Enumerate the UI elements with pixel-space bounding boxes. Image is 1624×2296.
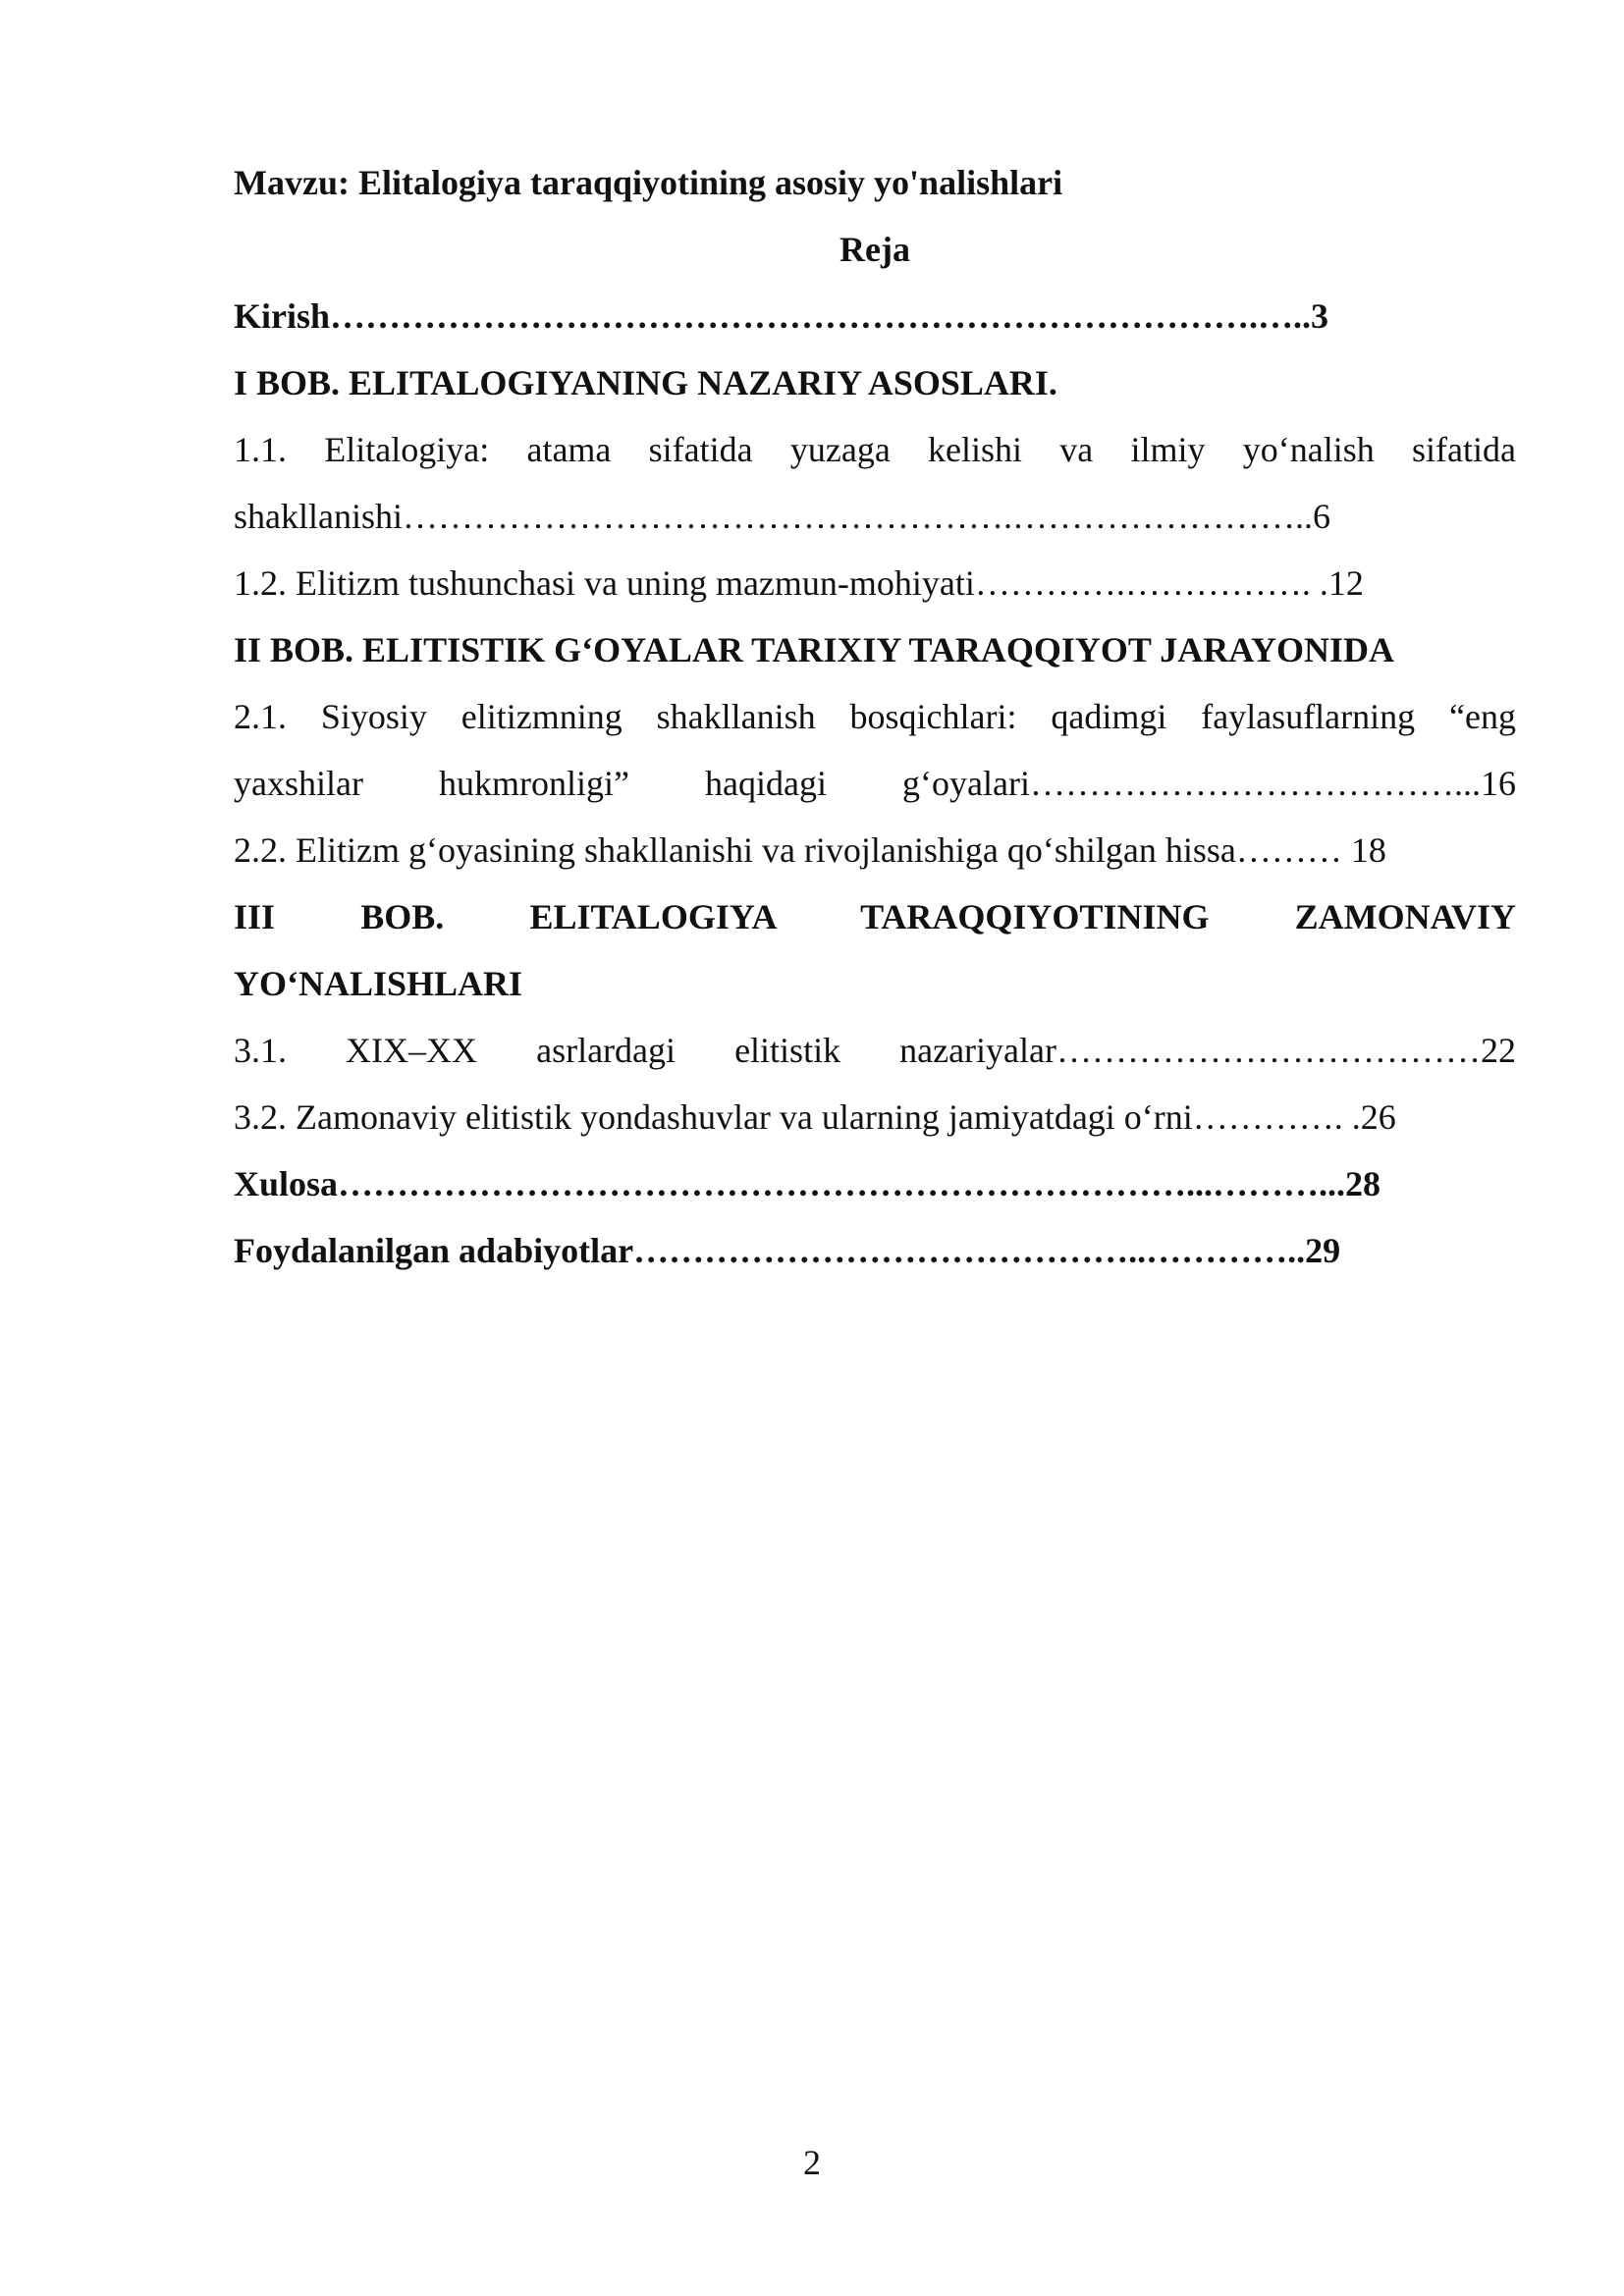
toc-entry-2-1-line-2: yaxshilar hukmronligi” haqidagi g‘oyalari………………………………...16 [234, 764, 1516, 803]
page-number: 2 [803, 2143, 821, 2182]
toc-chapter-1: I BOB. ELITALOGIYANING NAZARIY ASOSLARI. [234, 363, 1057, 402]
toc-chapter-2: II BOB. ELITISTIK G‘OYALAR TARIXIY TARAQQIYOT JARAYONIDA [234, 630, 1394, 669]
toc-entry-3-1: 3.1. XIX–XX asrlardagi elitistik nazariyalar………………………………22 [234, 1031, 1516, 1070]
toc-chapter-3-line-1: III BOB. ELITALOGIYA TARAQQIYOTINING ZAMONAVIY [234, 897, 1516, 936]
toc-chapter-3-line-2: YO‘NALISHLARI [234, 964, 523, 1003]
table-of-contents [234, 149, 1516, 1284]
toc-entry-2-1-line-1: 2.1. Siyosiy elitizmning shakllanish bosqichlari: qadimgi faylasuflarning “eng [234, 697, 1516, 736]
toc-entry-1-1-line-1: 1.1. Elitalogiya: atama sifatida yuzaga kelishi va ilmiy yo‘nalish sifatida [234, 430, 1516, 469]
toc-entry-kirish: Kirish…………………………………………………………………….…..3 [234, 296, 1329, 336]
toc-entry-1-2: 1.2. Elitizm tushunchasi va uning mazmun-mohiyati………….……………. .12 [234, 563, 1364, 603]
toc-entry-2-2: 2.2. Elitizm g‘oyasining shakllanishi va rivojlanishiga qo‘shilgan hissa……… 18 [234, 830, 1386, 870]
document-topic: Mavzu: Elitalogiya taraqqiyotining asosiy yo'nalishlari [234, 163, 1063, 202]
toc-entry-3-2: 3.2. Zamonaviy elitistik yondashuvlar va ularning jamiyatdagi o‘rni…………. .26 [234, 1097, 1396, 1137]
toc-entry-1-1-line-2: shakllanishi…………………………………………….……………………..6 [234, 497, 1330, 536]
toc-entry-adabiyotlar: Foydalanilgan adabiyotlar……………………………………..…………..29 [234, 1231, 1341, 1270]
plan-heading: Reja [839, 230, 910, 269]
toc-entry-xulosa: Xulosa………………………………………………………………...………...28 [234, 1164, 1381, 1203]
